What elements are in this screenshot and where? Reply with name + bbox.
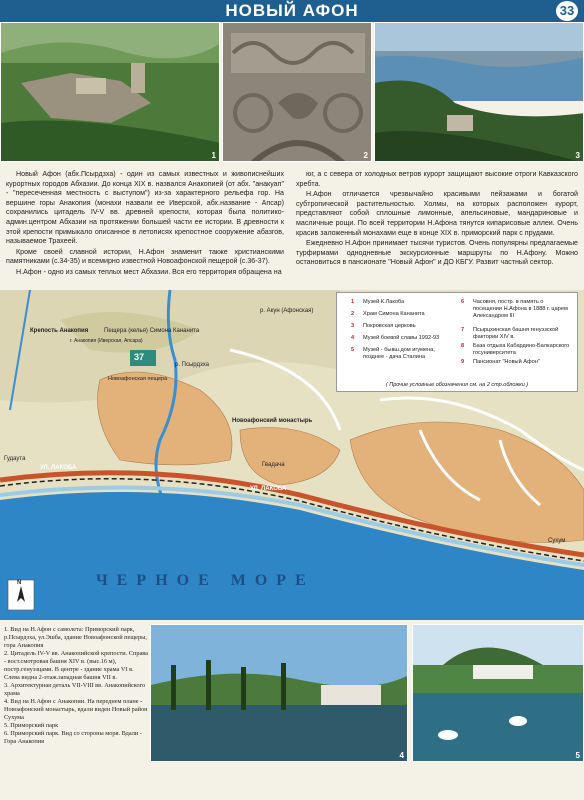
caption: 4. Вид на Н.Афон с Анакопии. На переднем плане - Новоафонский монастырь, вдали виден Новый район Сухума xyxy=(4,698,148,721)
legend-note: ( Прочие условные обозначения см. на 2 стр.обложки ) xyxy=(385,382,529,388)
text-column-right xyxy=(296,170,578,269)
map-label-fortress-sub: г. Анакопия (Иверская, Апсара) xyxy=(70,338,143,344)
map-label-fortress: Крепость Анакопия xyxy=(30,328,89,334)
photo-1 xyxy=(0,22,220,162)
map-label-goldfish: Гвадача xyxy=(262,462,285,468)
legend-item: 5 Музей - бывш.дом игумена, позднее - дача Сталина xyxy=(351,347,435,360)
map-label-sukhum: Сухум xyxy=(548,538,566,544)
photo-captions xyxy=(4,626,148,746)
map-label-cave: Пещера (келья) Симона Кананита xyxy=(104,328,200,334)
caption: 5. Приморский парк xyxy=(4,722,59,729)
legend-item: 2 Храм Симона Кананита xyxy=(351,311,425,317)
photo-2-image xyxy=(223,23,372,162)
map-label-psyrdzha: р. Псырдзха xyxy=(175,362,210,368)
map-label-street: УЛ. ЛАКОБА xyxy=(250,486,287,492)
map-label-station: Новоафонская пещера xyxy=(108,376,168,382)
photo-5-image xyxy=(413,625,584,762)
legend-item: 9 Пансионат "Новый Афон" xyxy=(461,359,540,365)
text-paragraph: Ежедневно Н.Афон принимает тысячи туристов. Очень популярны предлагаемые турфирмами однодневные экскурсионные маршруты по Н.Афону. Можно остановиться в пансионате "Новый Афон" и ДО КБГУ. Развит частный сектор. xyxy=(296,239,578,267)
legend-item: 1 Музей К.Лакоба xyxy=(351,299,405,305)
photo-number: 1 xyxy=(211,151,216,160)
legend-item: 6 Часовня, постр. в память о посещении Н.Афона в 1888 г. царем Александром III xyxy=(461,299,568,319)
map-label-street: УЛ. ЛАКОБА xyxy=(40,465,77,471)
photo-2 xyxy=(222,22,372,162)
route-marker: 37 xyxy=(134,352,145,362)
caption: 1. Вид на Н.Афон с самолета: Приморский парк, р.Псырдзха, ул.Эшба, здание Новоафонской пещеры, гора Анакопия xyxy=(4,626,147,649)
photo-number: 5 xyxy=(575,751,580,760)
legend-item: 4 Музей боевой славы 1992-93 xyxy=(351,335,440,341)
photo-3 xyxy=(374,22,584,162)
page-header xyxy=(0,0,584,22)
text-paragraph: Новый Афон (абх.Псырдзха) - один из самых известных и живописнейших курортных городов Абхазии. До конца XIX в. назвался Анакопией (от абх. "анакуап" - "пересеченная местность с выступом") из-за характерного рельефа гор. На вершине горы Анакопия (монахи назвали ее Иверской, абх.название - Апсар) сохранились цитадель IV-V вв. древней крепости, которая была политико-админ.центром Абхазии на протяжении большей части ее истории. В древности к этой крепости примыкало описанное в летописях крепостное сооружение абазгов, называемое Трахеей. xyxy=(6,170,284,246)
caption: 3. Архитектурная деталь VII-VIII вв. Анакопийского храма xyxy=(4,682,146,697)
photo-4-image xyxy=(151,625,408,762)
legend-item: 3 Покровская церковь xyxy=(351,323,416,329)
caption: 2. Цитадель IV-V вв. Анакопийской крепости. Справа - вост.смотровая башня XIV в. (выс.16 м), постр.генуэзцами. В центре - здание храма VI в. Слева видна 2-этаж.западная башня VII в. xyxy=(4,650,148,681)
text-paragraph: Н.Афон - одно из самых теплых мест Абхазии. Вся его территория обращена на xyxy=(16,267,282,276)
caption: 6. Приморский парк. Вид со стороны моря. Вдали - Гора Анакопия xyxy=(4,730,142,745)
text-paragraph: Кроме своей славной истории, Н.Афон знаменит также христианскими памятниками (с.34-35) и всемирно известной Новоафонской пещерой (с.36-37). xyxy=(6,247,284,266)
text-paragraph: Н.Афон отличается чрезвычайно красивыми пейзажами и богатой субтропической растительностью. Холмы, на которых расположен курорт, представляют собой сплошные лимонные, апельсиновые, мандариновые и масличные рощи. По всей территории Н.Афона тянутся кипарисовые аллеи. Очень красив заложенный монахами еще в конце XIX в. приморский парк с прудами. xyxy=(296,190,578,237)
text-column-left xyxy=(6,170,284,279)
photo-4 xyxy=(150,624,408,762)
photo-3-image xyxy=(375,23,584,162)
photo-number: 4 xyxy=(399,751,404,760)
map-label-gudauta: Гудаута xyxy=(4,456,26,462)
map-label-monastery: Новоафонский монастырь xyxy=(232,418,313,424)
photo-1-image xyxy=(1,23,220,162)
page-number: 33 xyxy=(556,1,578,21)
map-legend xyxy=(336,292,578,392)
page-title: НОВЫЙ АФОН xyxy=(225,1,359,20)
compass-north: N xyxy=(17,580,22,586)
map-label-sea: ЧЕРНОЕ МОРЕ xyxy=(96,572,315,589)
legend-item: 7 Псырцхинская башня генуэзской фактории XIV в. xyxy=(461,327,559,340)
text-paragraph: юг, а с севера от холодных ветров курорт защищают высокие отроги Кавказского хребта. xyxy=(296,170,578,188)
photo-number: 2 xyxy=(363,151,368,160)
photo-5 xyxy=(412,624,584,762)
map-label-akuy: р. Акун (Афонская) xyxy=(260,308,314,314)
legend-item: 8 База отдыха Кабардино-Балкарского госуниверситета xyxy=(461,343,570,356)
photo-number: 3 xyxy=(575,151,580,160)
